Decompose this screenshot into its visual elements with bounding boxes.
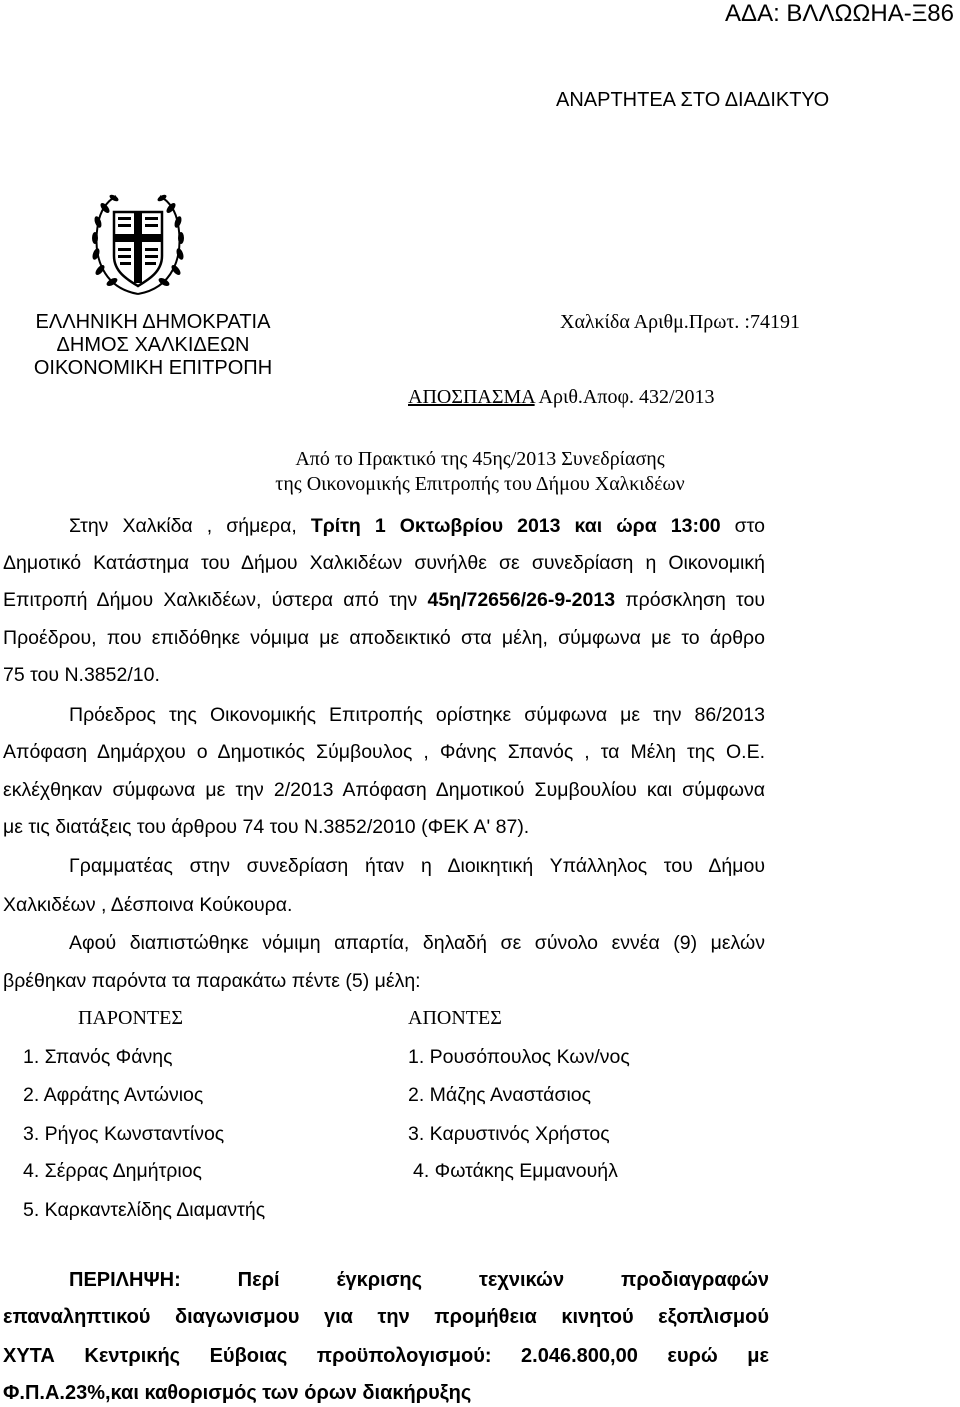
- absent-heading: ΑΠΟΝΤΕΣ: [408, 1007, 502, 1029]
- summary-line: Φ.Π.Α.23%,και καθορισμός των όρων διακήρυξης: [3, 1382, 472, 1404]
- summary-line: επαναληπτικού διαγωνισμου για την προμήθεια κινητού εξοπλισμού: [3, 1306, 769, 1328]
- minutes-title-line: της Οικονομικής Επιτροπής του Δήμου Χαλκιδέων: [275, 473, 685, 495]
- posted-online-notice: ΑΝΑΡΤΗΤΕΑ ΣΤΟ ΔΙΑΔΙΚΤΥΟ: [556, 89, 830, 111]
- secretary-paragraph-line: Χαλκιδέων , Δέσποινα Κούκουρα.: [3, 894, 293, 916]
- absent-member: 3. Καρυστινός Χρήστος: [408, 1123, 610, 1145]
- chair-paragraph-line: εκλέχθηκαν σύμφωνα με την 2/2013 Απόφαση Δημοτικού Συμβουλίου και σύμφωνα: [3, 779, 765, 801]
- issuer-municipality: ΔΗΜΟΣ ΧΑΛΚΙΔΕΩΝ: [56, 334, 250, 356]
- quorum-paragraph-line: Αφού διαπιστώθηκε νόμιμη απαρτία, δηλαδή σε σύνολο εννέα (9) μελών: [69, 932, 765, 954]
- chair-paragraph-line: Πρόεδρος της Οικονομικής Επιτροπής ορίστηκε σύμφωνα με την 86/2013: [69, 704, 765, 726]
- meeting-paragraph-line: Δημοτικό Κατάστημα του Δήμου Χαλκιδέων συνήλθε σε συνεδρίαση η Οικονομική: [3, 552, 765, 574]
- apospasma-label: ΑΠΟΣΠΑΣΜΑ: [408, 386, 535, 408]
- secretary-paragraph-line: Γραμματέας στην συνεδρίαση ήταν η Διοικητική Υπάλληλος του Δήμου: [69, 855, 765, 877]
- minutes-title-line: Από το Πρακτικό της 45ης/2013 Συνεδρίασης: [295, 448, 665, 470]
- quorum-paragraph-line: βρέθηκαν παρόντα τα παρακάτω πέντε (5) μέλη:: [3, 970, 421, 992]
- present-member: 2. Αφράτης Αντώνιος: [23, 1084, 204, 1106]
- chair-paragraph-line: Απόφαση Δημάρχου ο Δημοτικός Σύμβουλος , Φάνης Σπανός , τα Μέλη της Ο.Ε.: [3, 741, 765, 763]
- absent-member: 2. Μάζης Αναστάσιος: [408, 1084, 592, 1106]
- meeting-paragraph-line: Προέδρου, που επιδόθηκε νόμιμα με αποδεικτικό στα μέλη, σύμφωνα με το άρθρο: [3, 627, 765, 649]
- meeting-paragraph-line: Επιτροπή Δήμου Χαλκιδέων, ύστερα από την 45η/72656/26-9-2013 πρόσκληση του: [3, 589, 765, 611]
- present-heading: ΠΑΡΟΝΤΕΣ: [78, 1007, 183, 1029]
- issuer-committee: ΟΙΚΟΝΟΜΙΚΗ ΕΠΙΤΡΟΠΗ: [33, 357, 273, 379]
- present-member: 5. Καρκαντελίδης Διαμαντής: [23, 1199, 266, 1221]
- chair-paragraph-line: με τις διατάξεις του άρθρου 74 του Ν.3852/2010 (ΦΕΚ Α' 87).: [3, 816, 530, 838]
- issuer-header: [8, 311, 298, 380]
- present-member: 4. Σέρρας Δημήτριος: [23, 1160, 202, 1182]
- summary-line: ΧΥΤΑ Κεντρικής Εύβοιας προϋπολογισμού: 2.046.800,00 ευρώ με: [3, 1345, 769, 1367]
- meeting-paragraph-line: 75 του Ν.3852/10.: [3, 664, 160, 686]
- absent-member: 1. Ρουσόπουλος Κων/νος: [408, 1046, 630, 1068]
- decision-header: [408, 386, 715, 409]
- greek-emblem-icon: [90, 190, 186, 298]
- summary-line: ΠΕΡΙΛΗΨΗ: Περί έγκρισης τεχνικών προδιαγραφών: [69, 1269, 769, 1291]
- present-member: 1. Σπανός Φάνης: [23, 1046, 173, 1068]
- meeting-paragraph-line: Στην Χαλκίδα , σήμερα, Τρίτη 1 Οκτωβρίου 2013 και ώρα 13:00 στο: [69, 515, 765, 537]
- absent-member: 4. Φωτάκης Εμμανουήλ: [413, 1160, 618, 1182]
- minutes-title: [0, 447, 960, 497]
- decision-number: Αριθ.Αποφ. 432/2013: [538, 386, 715, 408]
- present-member: 3. Ρήγος Κωνσταντίνος: [23, 1123, 225, 1145]
- issuer-country: ΕΛΛΗΝΙΚΗ ΔΗΜΟΚΡΑΤΙΑ: [35, 311, 271, 333]
- protocol-number: Χαλκίδα Αριθμ.Πρωτ. :74191: [560, 311, 800, 333]
- ada-code: ΑΔΑ: ΒΛΛΩΩΗΑ-Ξ86: [725, 0, 954, 27]
